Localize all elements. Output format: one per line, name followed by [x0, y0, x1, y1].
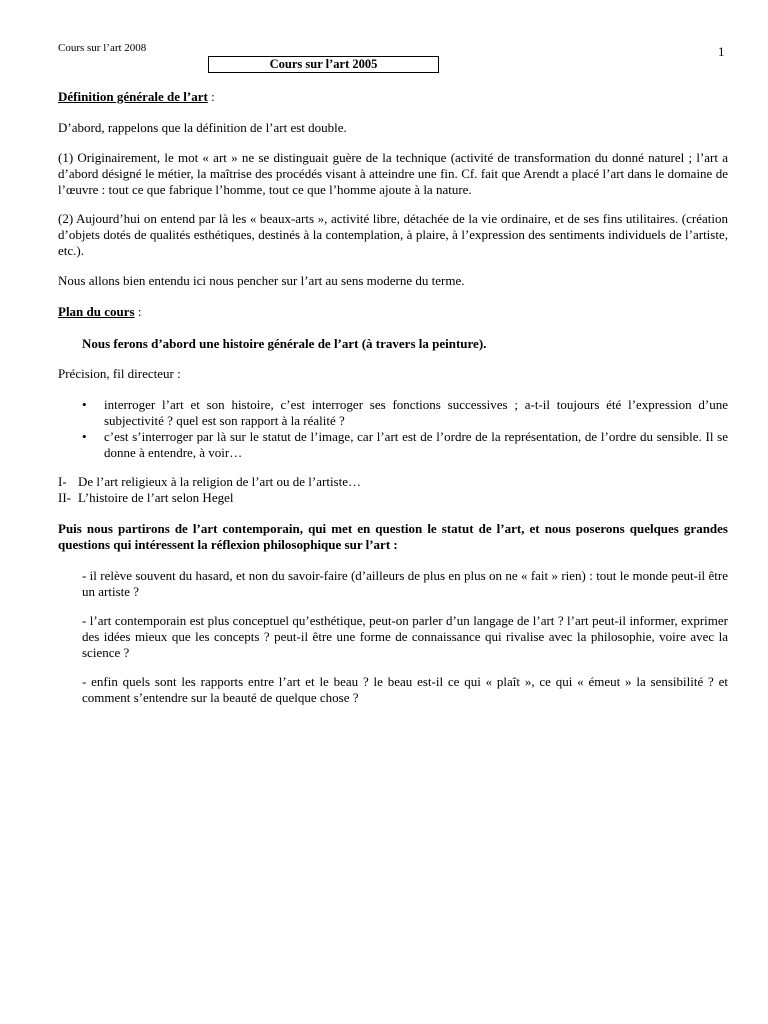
plan-precision: Précision, fil directeur : [58, 366, 181, 381]
definition-paragraph-1: (1) Originairement, le mot « art » ne se distinguait guère de la technique (activité de transformation du donné naturel ; l’art a d’abord désigné le métier, la maîtrise des procédés visant à atteindre une fin. Cf. fait que Arendt a placé l’art dans le domaine de l’œuvre : tout ce que fabrique l’homme, tout ce que l’homme ajoute à la nature. [58, 150, 728, 197]
list-item [58, 474, 728, 490]
roman-item-text: De l’art religieux à la religion de l’art ou de l’artiste… [78, 474, 361, 489]
list-item [58, 397, 728, 429]
running-header: Cours sur l’art 2008 [58, 42, 147, 54]
list-item [58, 429, 728, 461]
document-title: Cours sur l’art 2005 [208, 56, 439, 73]
plan-heading-colon: : [134, 304, 142, 319]
plan-bullet-list [58, 397, 728, 461]
bullet-text: c’est s’interroger par là sur le statut de l’image, car l’art est de l’ordre de la représentation, de l’ordre du sensible. Il se donne à entendre, à voir… [104, 429, 728, 460]
definition-intro: D’abord, rappelons que la définition de l’art est double. [58, 120, 347, 135]
page-number: 1 [718, 44, 725, 59]
definition-paragraph-3: Nous allons bien entendu ici nous pencher sur l’art au sens moderne du terme. [58, 273, 465, 288]
roman-item-text: L’histoire de l’art selon Hegel [78, 490, 234, 505]
bullet-text: interroger l’art et son histoire, c’est interroger ses fonctions successives ; a-t-il toujours été l’expression d’une subjectivité ? quel est son rapport à la réalité ? [104, 397, 728, 428]
roman-numeral: II- [58, 490, 71, 505]
roman-list [58, 474, 728, 506]
question-item: - l’art contemporain est plus conceptuel qu’esthétique, peut-on parler d’un langage de l’art ? l’art peut-il informer, exprimer des idées mieux que les concepts ? peut-il être une forme de connaissance qui rivalise avec la philosophie, voire avec la science ? [82, 613, 728, 660]
question-item: - il relève souvent du hasard, et non du savoir-faire (d’ailleurs de plus en plus on ne « fait » rien) : tout le monde peut-il être un artiste ? [82, 568, 728, 599]
roman-numeral: I- [58, 474, 67, 489]
question-item: - enfin quels sont les rapports entre l’art et le beau ? le beau est-il ce qui « plaît », ce qui « émeut » la sensibilité ? et comment s’entendre sur la beauté de quelque chose ? [82, 674, 728, 705]
bullet-icon: • [82, 397, 87, 412]
plan-heading: Plan du cours [58, 304, 135, 319]
bullet-icon: • [82, 429, 87, 444]
definition-heading: Définition générale de l’art [58, 89, 208, 104]
plan-heading-line [58, 304, 728, 320]
list-item [58, 490, 728, 506]
definition-paragraph-2: (2) Aujourd’hui on entend par là les « beaux-arts », activité libre, détachée de la vie ordinaire, et de ses fins utilitaires. (création d’objets dotés de qualités esthétiques, destinés à la contemplation, à plaire, à l’expression des sentiments individuels de l’artiste, etc.). [58, 211, 728, 258]
definition-heading-colon: : [207, 89, 215, 104]
plan-intro-bold: Nous ferons d’abord une histoire générale de l’art (à travers la peinture). [82, 336, 487, 351]
definition-heading-line [58, 89, 728, 105]
plan-second-bold: Puis nous partirons de l’art contemporain, qui met en question le statut de l’art, et nous poserons quelques grandes questions qui intéressent la réflexion philosophique sur l’art : [58, 521, 728, 552]
